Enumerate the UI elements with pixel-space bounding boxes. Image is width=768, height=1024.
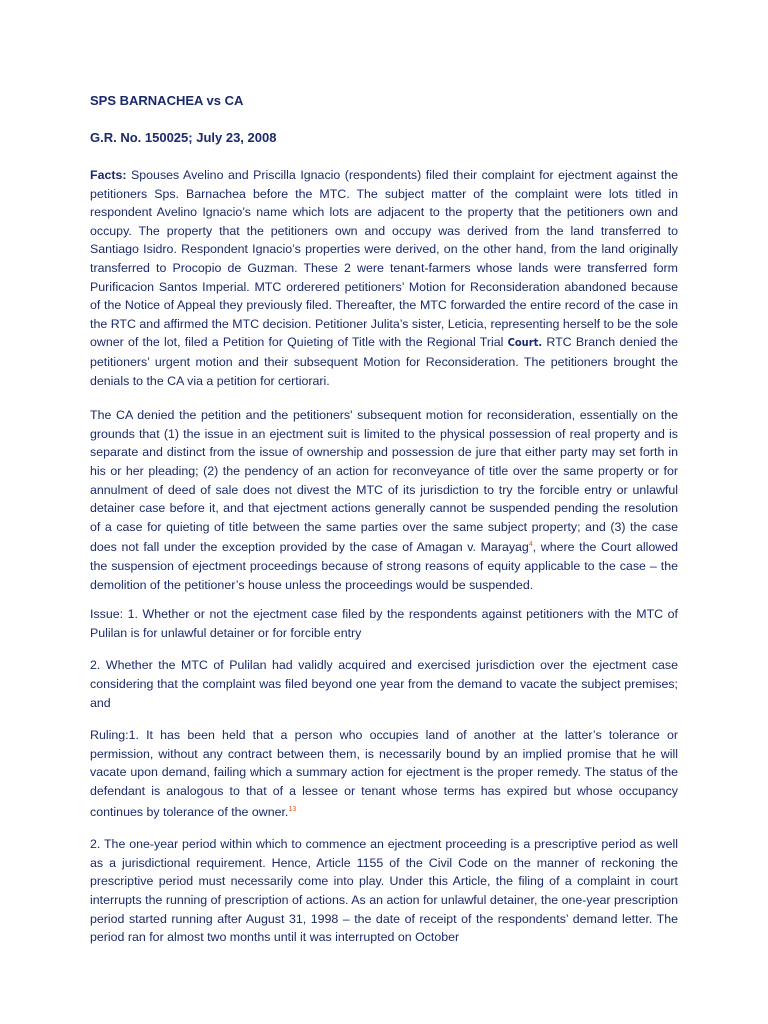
issue-2-paragraph: 2. Whether the MTC of Pulilan had validly acquired and exercised jurisdiction over the ejectment case considering that the complaint was filed beyond one year from the demand to vacate the subject premises; and: [90, 658, 678, 710]
issue-1-paragraph: Issue: 1. Whether or not the ejectment case filed by the respondents against petitioners with the MTC of Pulilan is for unlawful detainer or for forcible entry: [90, 607, 678, 640]
ruling-2-paragraph: 2. The one-year period within which to commence an ejectment proceeding is a prescriptive period as well as a jurisdictional requirement. Hence, Article 1155 of the Civil Code on the manner of reckoning the prescriptive period must necessarily come into play. Under this Article, the filing of a complaint in court interrupts the running of prescription of actions. As an action for unlawful detainer, the one-year prescription period started running after August 31, 1998 – the date of receipt of the respondents’ demand letter. The period ran for almost two months until it was interrupted on October: [90, 837, 678, 945]
ca-text-2: , where the Court allowed the suspension of ejectment proceedings because of strong reasons of equity applicable to the case – the demolition of the petitioner’s house unless the proceedings would be suspended.: [90, 540, 678, 592]
case-title: SPS BARNACHEA vs CA: [90, 93, 244, 108]
ca-paragraph: [90, 406, 678, 594]
ruling-1-paragraph: [90, 726, 678, 821]
ruling-1-text: Ruling:1. It has been held that a person who occupies land of another at the latter’s tolerance or permission, without any contract between them, is necessarily bound by an implied promise that he will vacate upon demand, failing which a summary action for ejectment is the proper remedy. The status of the defendant is analogous to that of a lessee or tenant whose terms has expired but whose occupancy continues by tolerance of the owner.: [90, 728, 678, 819]
ca-text-1: The CA denied the petition and the petitioners' subsequent motion for reconsideration, essentially on the grounds that (1) the issue in an ejectment suit is limited to the physical possession of real property and is separate and distinct from the issue of ownership and possession de jure that either party may set forth in his or her pleading; (2) the pendency of an action for reconveyance of title over the same property or for annulment of deed of sale does not divest the MTC of its jurisdiction to try the forcible entry or unlawful detainer case before it, and that ejectment actions generally cannot be suspended pending the resolution of a case for quieting of title between the same parties over the same subject property; and (3) the case does not fall under the exception provided by the case of Amagan v. Marayag: [90, 408, 678, 555]
case-gr-number: G.R. No. 150025; July 23, 2008: [90, 130, 277, 145]
ca-footnote-ref: 4: [528, 541, 533, 549]
facts-court: Court.: [507, 336, 543, 350]
facts-paragraph: [90, 166, 678, 390]
facts-text-1: Spouses Avelino and Priscilla Ignacio (respondents) filed their complaint for ejectment against the petitioners Sps. Barnachea before the MTC. The subject matter of the complaint were lots titled in respondent Avelino Ignacio’s name which lots are adjacent to the property that the petitioners own and occupy. The property that the petitioners own and occupy was derived from the land transferred to Santiago Isidro. Respondent Ignacio’s properties were derived, on the other hand, from the land originally transferred to Procopio de Guzman. These 2 were tenant-farmers whose lands were transferred form Purificacion Santos Imperial. MTC orderered petitioners’ Motion for Reconsideration abandoned because of the Notice of Appeal they previously filed. Thereafter, the MTC forwarded the entire record of the case in the RTC and affirmed the MTC decision. Petitioner Julita’s sister, Leticia, representing herself to be the sole owner of the lot, filed a Petition for Quieting of Title with the Regional Trial: [90, 168, 678, 350]
facts-label: Facts:: [90, 168, 127, 182]
ruling-1-footnote-ref: 13: [288, 805, 297, 813]
facts-text-2: RTC Branch denied the petitioners’ urgent motion and their subsequent Motion for Reconsideration. The petitioners brought the denials to the CA via a petition for certiorari.: [90, 335, 678, 388]
